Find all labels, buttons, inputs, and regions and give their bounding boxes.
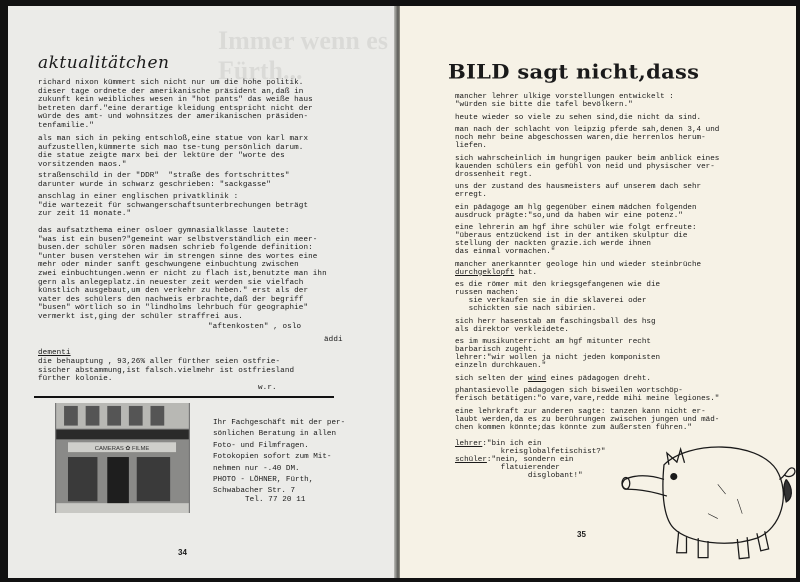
source-credit: "aftenkosten" , oslo: [208, 323, 302, 331]
page-title: aktualitätchen: [38, 53, 170, 73]
right-page: [400, 6, 796, 578]
news-item-klinik: anschlag in einer englischen privatklinik : "die wartezeit für schwangerschaftsunterbrechungen beträgt zur zeit 11 monate.": [38, 193, 309, 219]
speech: :"bin ich ein kreisglobalfetischist?": [482, 439, 606, 456]
shop-facade-image: [55, 403, 190, 513]
speaker-label: schüler: [455, 456, 487, 464]
paragraph: eine lehrkraft zur anderen sagte: tanzen kann nicht er- laubt werden,da es zu berührungen zwischen jungen und mäd- chen kommen könnte;das könnte zum äußersten führen.": [455, 407, 720, 432]
underlined-text: wind: [527, 374, 547, 383]
news-item-nixon: richard nixon kümmert sich nicht nur um die hohe politik. dieser tage ordnete der amerikanische präsident an,daß in zukunft kein weibliches wesen in "hot pants" das weiße haus betreten darf."eine derartige kleidung entspricht nicht der würde des amt- und wohnsitzes der amerikanischen präsiden- tenfamilie.": [38, 79, 313, 130]
paragraph: sich herr hasenstab am faschingsball des hsg als direktor verkleidete.: [455, 317, 656, 334]
dialog-teacher: [455, 440, 795, 456]
underlined-text: durchgeklopft: [455, 268, 515, 277]
paragraph: man nach der schlacht von leipzig pferde sah,denen 3,4 und noch mehr beine abgeschossen waren,die herrenlos herum- liefen.: [455, 126, 720, 150]
paragraph: ein pädagoge am hlg gegenüber einem mädchen folgenden ausdruck prägte:"so,und da haben wir eine potenz.": [455, 203, 697, 220]
speech: :"nein, sondern ein flatuierender disglobant!": [486, 456, 583, 480]
dementi-heading: dementi: [38, 349, 71, 357]
paragraph: es im musikunterricht am hgf mitunter recht barbarisch zugeht. lehrer:"wir wollen ja nicht jeden komponisten einzeln durchkauen.": [455, 338, 661, 370]
paragraph-wind: [455, 375, 795, 383]
page-title: BILD sagt nicht,dass: [448, 59, 700, 84]
news-item-ddr: straßenschild in der "DDR" "straße des fortschrittes" darunter wurde in schwarz geschrieben: "sackgasse": [38, 172, 290, 189]
paragraph: heute wieder so viele zu sehen sind,die nicht da sind.: [455, 113, 702, 122]
bleed-through-text: Immer wenn es Fürth...: [218, 26, 388, 85]
paragraph: es die römer mit den kriegsgefangenen wie die russen machen: sie verkaufen sie in die sklaverei oder schickten sie nach sibirien.: [455, 281, 661, 313]
text: mancher anerkannter geologe hin und wieder steinbrüche: [455, 260, 702, 269]
paragraph: phantasievolle pädagogen sich bisweilen wortschöp- ferisch betätigen:"o vare,vare,redde mihi meine legiones.": [455, 387, 720, 403]
paragraph: uns der zustand des hausmeisters auf unserem dach sehr erregt.: [455, 183, 702, 199]
paragraph-geologe: [455, 261, 795, 277]
article-body: [455, 93, 795, 485]
page-number: 35: [577, 530, 586, 539]
text: eines pädagogen dreht.: [546, 374, 651, 383]
speaker-label: lehrer: [455, 439, 483, 448]
shop-sign: CAMERAS ✿ FILME: [94, 446, 150, 453]
left-page: [8, 6, 396, 578]
paragraph: eine lehrerin am hgf ihre schüler wie folgt erfreute: "überaus entzückend ist in der antiken skulptur die stellung der nackten grazie.ich werde ihnen das einmal vormachen.": [455, 224, 697, 256]
text: sich selten der: [455, 374, 528, 383]
dialog-student: [455, 456, 795, 480]
paragraph: sich wahrscheinlich im hungrigen pauker beim anblick eines kauenden schülers ein gefühl von neid und physischer ver- drossenheit regt.: [455, 154, 720, 179]
author-signature: äddi: [324, 336, 343, 344]
news-item-busen: das aufsatzthema einer osloer gymnasialklasse lautete: "was ist ein busen?"gemeint war selbstverständlich ein meer- busen.der schüler sören madsen schrieb folgende definition: "unter busen verstehen wir im strengen sinne des wortes eine mehr oder minder sanft geschwungene einbuchtung zwischen zwei einbuchtungen.wenn er nicht zu flach ist,benutzte man ihn gern als anlegeplatz.in neuester zeit werden sie vielfach künstlich ausgebaut,um den verkehr zu heben." erst als der vater des schülers den nachweis erbrachte,daß der begriff "busen" wörtlich so in "lindholms lehrbuch für geographie" vermerkt ist,ging der schüler straffrei aus.: [38, 227, 327, 321]
advertisement-phone: Tel. 77 20 11: [245, 496, 306, 504]
text: hat.: [514, 268, 538, 277]
advertisement-text: Ihr Fachgeschäft mit der per- sönlichen Beratung in allen Foto- und Filmfragen. Fotokopien sofort zum Mit- nehmen nur -.40 DM. PHOTO - LÖHNER, Fürth, Schwabacher Str. 7: [213, 419, 346, 496]
shop-photo: [55, 403, 190, 513]
news-item-peking: als man sich in peking entschloß,eine statue von karl marx aufzustellen,kümmerte sich mao tse-tung persönlich darum. die statue zeigte marx bei der lektüre der "worte des vorsitzenden maos.": [38, 135, 309, 169]
author-signature: w.r.: [258, 384, 277, 392]
divider: [34, 396, 334, 398]
page-number: 34: [178, 548, 187, 557]
paragraph: mancher lehrer ulkige vorstellungen entwickelt : "würden sie bitte die tafel bevölkern.": [455, 93, 674, 109]
dementi-text: die behauptung , 93,26% aller fürther seien ostfrie- sischer abstammung,ist falsch.vielmehr ist ostfriesland fürther kolonie.: [38, 358, 295, 384]
